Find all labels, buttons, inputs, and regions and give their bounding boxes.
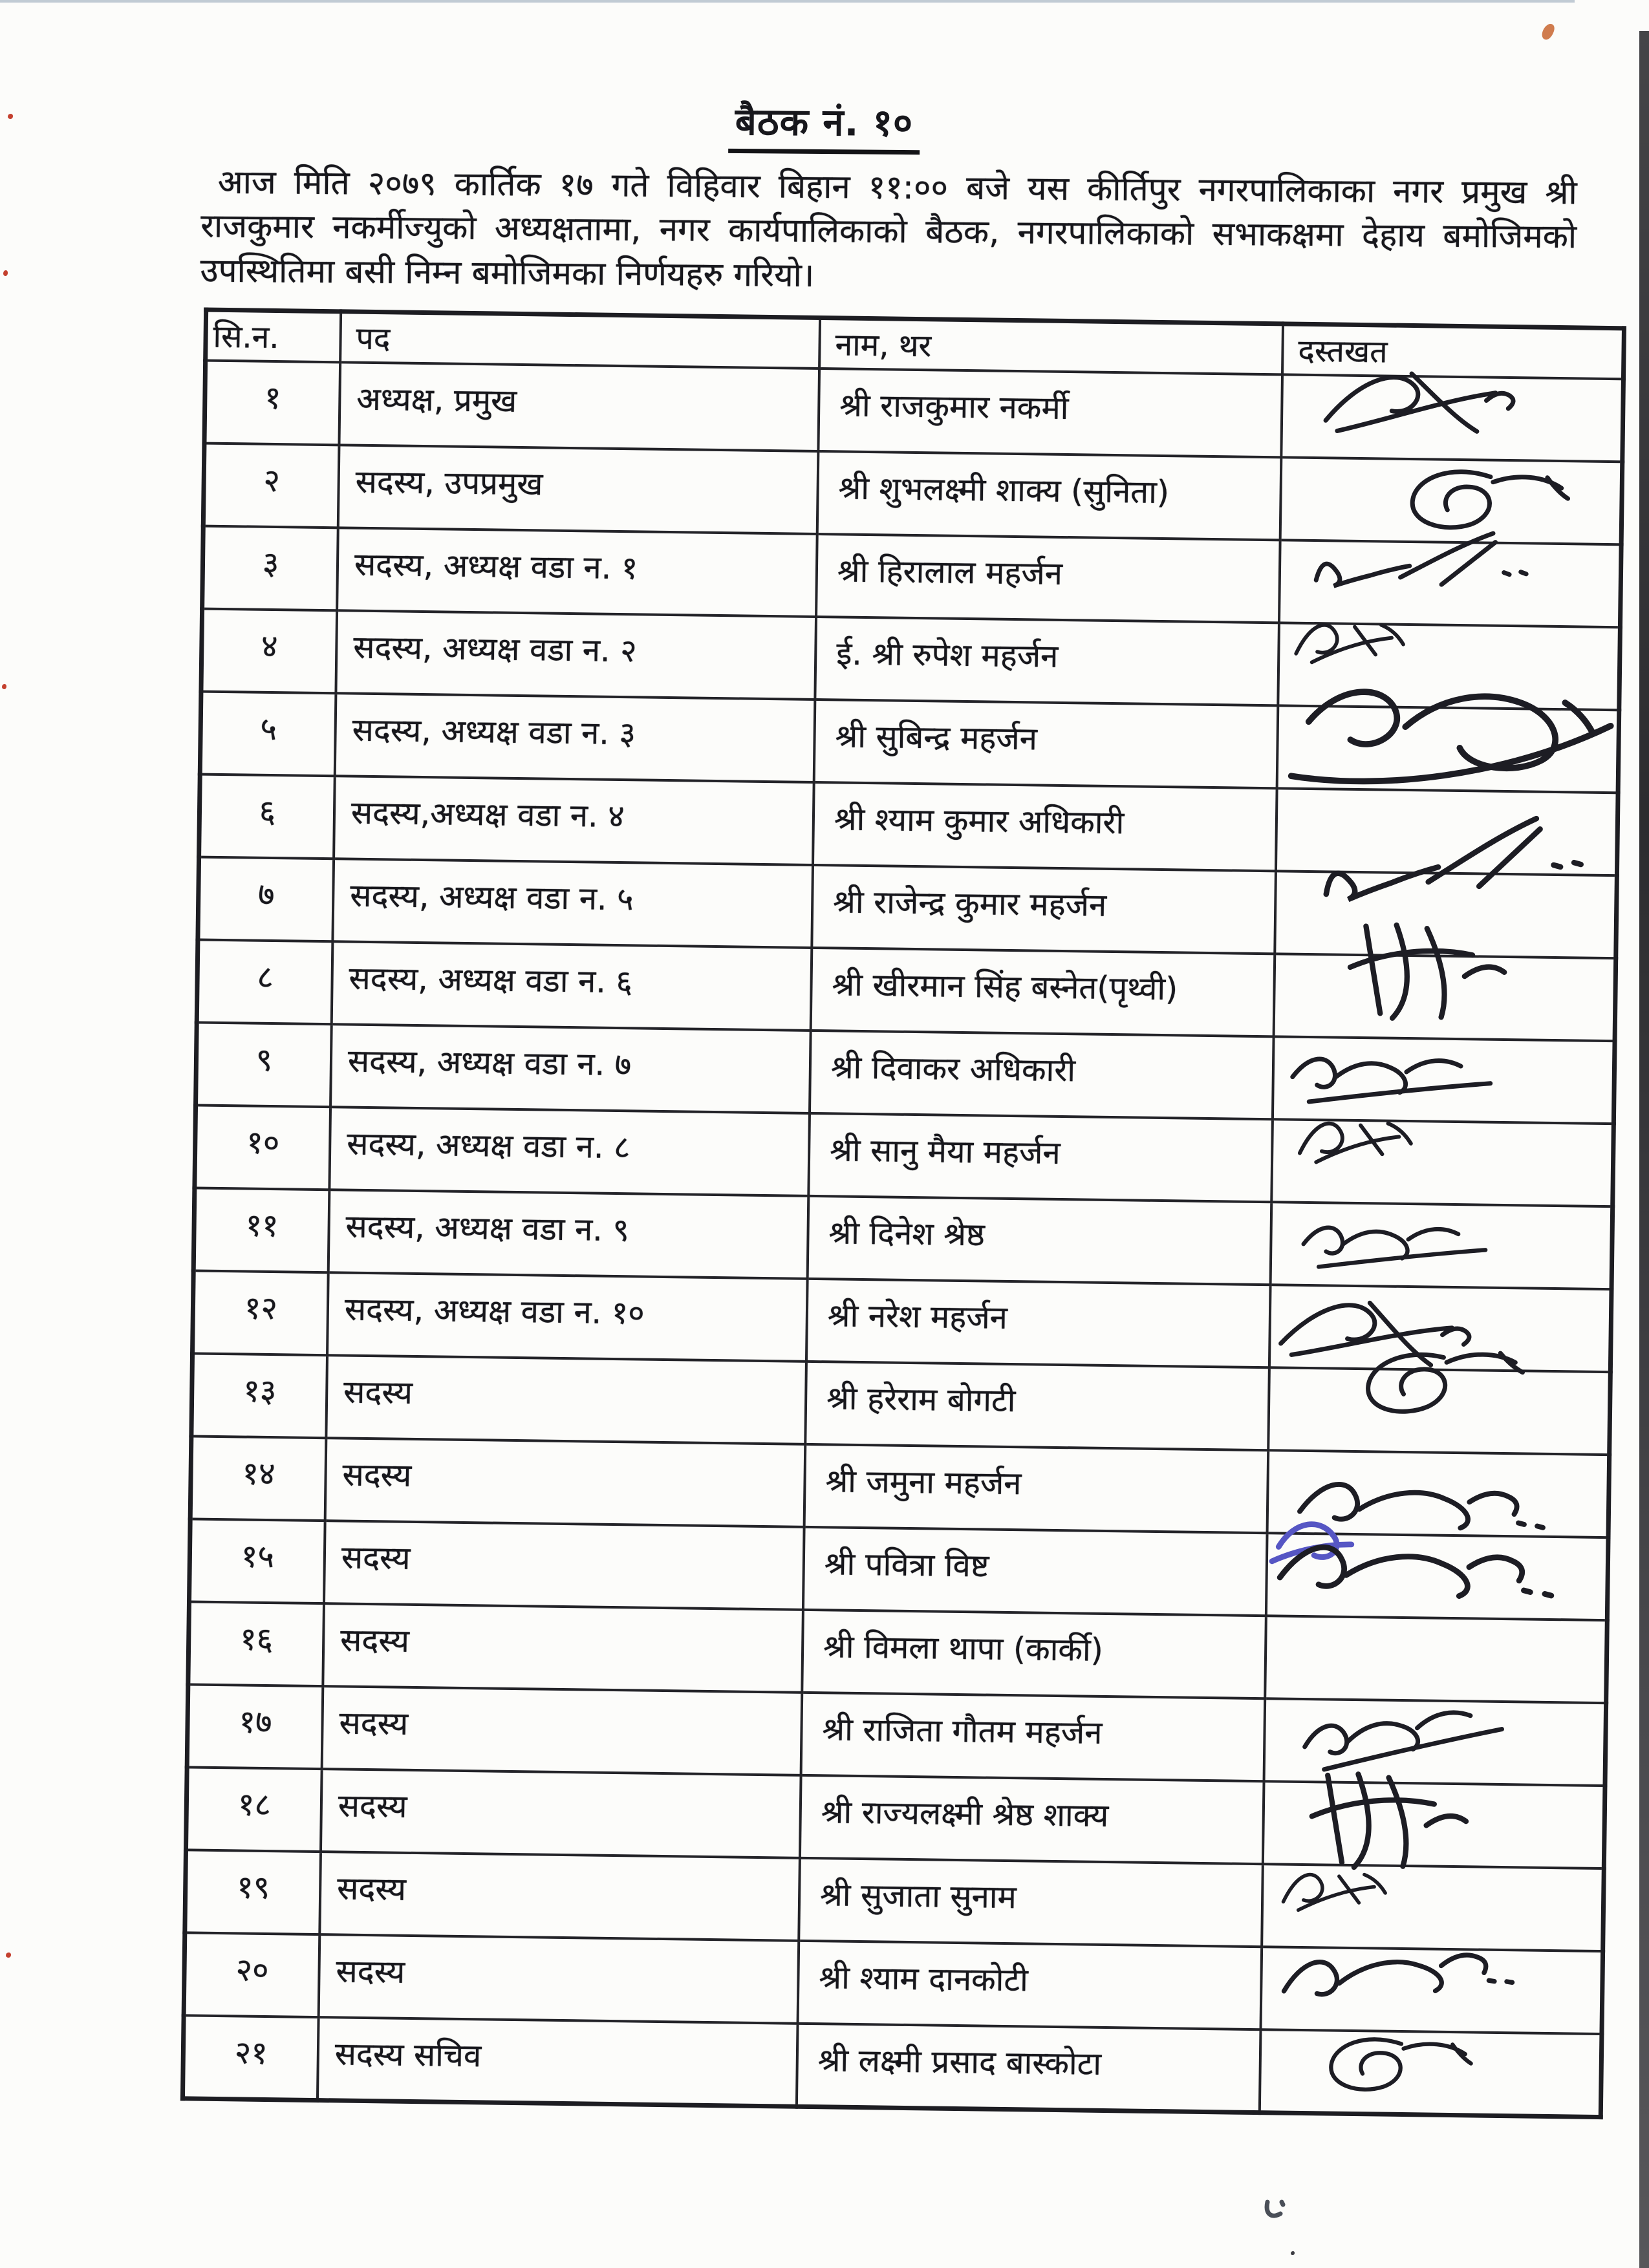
signature-scribble	[1276, 1201, 1562, 1283]
scan-speck	[8, 114, 13, 119]
cell-name: श्री सुबिन्द्र महर्जन	[814, 700, 1278, 788]
cell-name: श्री सानु मैया महर्जन	[808, 1113, 1273, 1202]
cell-serial-number: १५	[189, 1519, 325, 1603]
cell-serial-number: ७	[198, 857, 334, 942]
cell-serial-number: १८	[186, 1767, 321, 1852]
scan-speck	[3, 270, 8, 276]
col-header-position: पद	[340, 312, 820, 369]
signature-scribble	[1262, 1030, 1574, 1119]
cell-name: श्री पवित्रा विष्ट	[803, 1527, 1267, 1616]
cell-signature	[1268, 1367, 1610, 1455]
signature-scribble	[1252, 1860, 1495, 1930]
scan-right-edge-shadow	[1639, 31, 1649, 2268]
cell-position: सदस्य	[326, 1355, 806, 1444]
cell-position: अध्यक्ष, प्रमुख	[339, 362, 819, 451]
handwritten-signature	[1260, 2027, 1546, 2108]
handwritten-signature	[1252, 1860, 1500, 1930]
cell-position: सदस्य, उपप्रमुख	[338, 445, 819, 534]
intro-paragraph: आज मिति २०७९ कार्तिक १७ गते विहिवार बिहान ११:०० बजे यस कीर्तिपुर नगरपालिकाका नगर प्रमुख श्री राजकुमार नकर्मीज्युको अध्यक्षतामा, नगर कार्यपालिकाको बैठक, नगरपालिकाको सभाकक्षमा देहाय बमोजिमको उपस्थितिमा बसी निम्न बमोजिमका निर्णयहरु गरियो।	[200, 163, 1577, 295]
cell-name: श्री हरेराम बोगटी	[805, 1362, 1269, 1450]
cell-position: सदस्य	[321, 1769, 801, 1858]
cell-serial-number: १९	[185, 1850, 321, 1934]
signature-scribble	[1333, 458, 1645, 547]
cell-name: श्री नरेश महर्जन	[806, 1279, 1271, 1367]
cell-position: सदस्य	[319, 1852, 800, 1941]
cell-name: श्री शुभलक्ष्मी शाक्य (सुनिता)	[817, 451, 1282, 540]
cell-serial-number: १	[204, 361, 340, 445]
cell-serial-number: १३	[191, 1353, 327, 1438]
cell-position: सदस्य, अध्यक्ष वडा न. ९	[329, 1190, 809, 1279]
cell-name: श्री राजकुमार नकर्मी	[818, 369, 1282, 457]
handwritten-signature	[1333, 458, 1649, 547]
cell-name: श्री हिरालाल महर्जन	[816, 534, 1280, 623]
cell-name: श्री विमला थापा (कार्की)	[802, 1610, 1266, 1698]
cell-serial-number: ५	[200, 692, 336, 776]
cell-position: सदस्य	[324, 1521, 804, 1610]
cell-signature	[1280, 457, 1622, 544]
cell-name: श्री सुजाता सुनाम	[799, 1858, 1263, 1947]
cell-name: ई. श्री रुपेश महर्जन	[815, 617, 1279, 705]
attendance-table	[180, 308, 1626, 2119]
page-title-text: बैठक नं. १०	[728, 100, 920, 155]
cell-position: सदस्य	[323, 1603, 803, 1693]
cell-name: श्री जमुना महर्जन	[804, 1444, 1269, 1533]
cell-name: श्री दिनेश श्रेष्ठ	[808, 1196, 1272, 1285]
cell-serial-number: ३	[202, 526, 338, 611]
cell-signature	[1267, 1450, 1610, 1537]
cell-signature	[1279, 540, 1621, 627]
cell-position: सदस्य, अध्यक्ष वडा न. २	[336, 610, 816, 700]
col-header-name: नाम, थर	[819, 318, 1283, 375]
cell-signature	[1271, 1119, 1613, 1206]
col-header-signature: दस्तखत	[1282, 324, 1624, 379]
cell-position: सदस्य, अध्यक्ष वडा न. १	[337, 528, 817, 617]
cell-position: सदस्य	[322, 1686, 803, 1775]
cell-name: श्री दिवाकर अधिकारी	[810, 1031, 1274, 1119]
cell-serial-number: २	[203, 444, 339, 528]
cell-signature	[1273, 1036, 1615, 1124]
cell-position: सदस्य	[319, 1934, 799, 2024]
scan-speck	[1291, 2251, 1295, 2255]
cell-serial-number: १०	[195, 1105, 330, 1190]
cell-serial-number: ४	[201, 609, 337, 694]
cell-signature	[1278, 623, 1620, 710]
cell-signature	[1260, 2029, 1602, 2117]
table-body	[182, 361, 1623, 2117]
cell-position: सदस्य, अध्यक्ष वडा न. ६	[332, 941, 812, 1031]
page-title	[0, 89, 1649, 153]
cell-position: सदस्य सचिव	[318, 2017, 798, 2106]
cell-name: श्री राजेन्द्र कुमार महर्जन	[812, 865, 1276, 954]
cell-signature	[1265, 1616, 1607, 1703]
cell-position: सदस्य, अध्यक्ष वडा न. ७	[330, 1024, 811, 1113]
table-row	[182, 2015, 1601, 2117]
cell-serial-number: ९	[196, 1022, 332, 1107]
cell-signature	[1260, 1947, 1602, 2034]
cell-name: श्री राजिता गौतम महर्जन	[801, 1693, 1266, 1781]
handwritten-signature	[1262, 1030, 1580, 1119]
scan-speck	[2, 684, 6, 689]
cell-signature	[1263, 1781, 1605, 1868]
cell-name: श्री राज्यलक्ष्मी श्रेष्ठ शाक्य	[800, 1775, 1264, 1864]
scan-stray-mark	[1262, 2197, 1288, 2229]
cell-serial-number: १६	[188, 1601, 324, 1686]
cell-signature	[1281, 374, 1623, 462]
handwritten-signature	[1276, 1201, 1568, 1283]
cell-position: सदस्य,अध्यक्ष वडा न. ४	[334, 776, 814, 865]
cell-signature	[1276, 788, 1618, 875]
cell-serial-number: २०	[184, 1932, 319, 2017]
cell-serial-number: ११	[193, 1188, 329, 1272]
cell-position: सदस्य, अध्यक्ष वडा न. ८	[329, 1107, 810, 1196]
cell-position: सदस्य, अध्यक्ष वडा न. ५	[332, 859, 813, 948]
cell-name: श्री श्याम दानकोटी	[798, 1941, 1262, 2029]
cell-serial-number: ८	[197, 939, 332, 1024]
cell-signature	[1271, 1202, 1613, 1289]
cell-serial-number: १४	[190, 1436, 326, 1521]
cell-signature	[1266, 1533, 1608, 1620]
scan-speck	[6, 1952, 11, 1958]
cell-signature	[1277, 705, 1619, 793]
cell-position: सदस्य, अध्यक्ष वडा न. ३	[335, 693, 815, 782]
cell-serial-number: १२	[193, 1270, 329, 1355]
cell-signature	[1262, 1864, 1604, 1951]
cell-serial-number: ६	[199, 775, 335, 859]
cell-signature	[1269, 1285, 1611, 1372]
scan-top-edge-line	[0, 0, 1575, 3]
col-header-sn: सि.न.	[206, 310, 341, 362]
cell-signature	[1264, 1698, 1606, 1786]
cell-position: सदस्य	[325, 1438, 806, 1527]
cell-serial-number: १७	[187, 1684, 323, 1769]
cell-name: श्री लक्ष्मी प्रसाद बास्कोटा	[797, 2024, 1261, 2112]
cell-signature	[1275, 871, 1617, 958]
cell-name: श्री खीरमान सिंह बस्नेत(पृथ्वी)	[811, 948, 1275, 1036]
cell-signature	[1274, 954, 1616, 1041]
cell-position: सदस्य, अध्यक्ष वडा न. १०	[327, 1272, 808, 1362]
cell-name: श्री श्याम कुमार अधिकारी	[813, 782, 1277, 871]
signature-scribble	[1260, 2027, 1540, 2107]
cell-serial-number: २१	[182, 2015, 318, 2100]
